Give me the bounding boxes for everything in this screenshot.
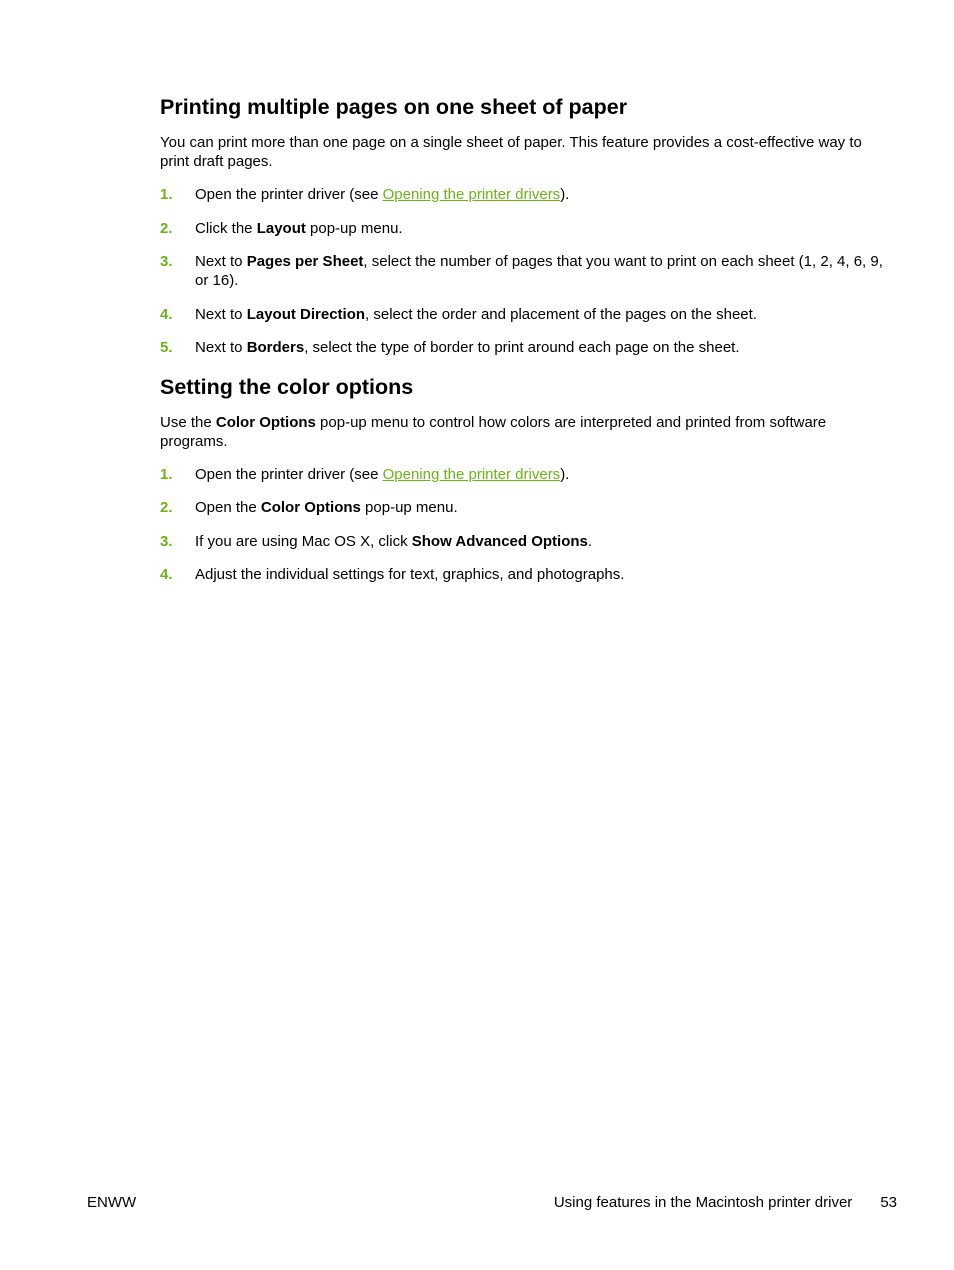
step-item bbox=[160, 498, 886, 517]
step-text: Open the printer driver (see bbox=[195, 465, 383, 483]
step-text: , select the number of pages that you want to print on each sheet (1, 2, 4, 6, 9, or 16). bbox=[195, 253, 883, 289]
opening-printer-drivers-link[interactable]: Opening the printer drivers bbox=[382, 465, 561, 483]
step-number: 3. bbox=[160, 532, 173, 550]
intro-bold-term: Color Options bbox=[215, 413, 316, 431]
step-bold-term: Layout bbox=[256, 219, 306, 237]
step-text: Next to bbox=[195, 253, 247, 270]
page-content bbox=[160, 92, 886, 599]
step-number: 2. bbox=[160, 499, 173, 516]
section-heading-color-options: Setting the color options bbox=[160, 374, 414, 399]
step-item bbox=[160, 465, 886, 484]
footer-locale-code: ENWW bbox=[87, 1194, 137, 1211]
step-text: Open the bbox=[195, 499, 261, 516]
page-number: 53 bbox=[880, 1194, 897, 1211]
section-heading-multiple-pages: Printing multiple pages on one sheet of paper bbox=[160, 95, 628, 119]
step-number: 4. bbox=[160, 566, 173, 583]
step-number: 1. bbox=[160, 186, 173, 203]
step-text: If you are using Mac OS X, click bbox=[195, 532, 412, 550]
step-bold-term: Pages per Sheet bbox=[246, 253, 364, 270]
step-text: pop-up menu. bbox=[305, 219, 403, 237]
step-item bbox=[160, 532, 886, 551]
step-text: Next to bbox=[195, 305, 247, 323]
step-item bbox=[160, 252, 886, 290]
step-text: Next to bbox=[195, 339, 247, 356]
step-number: 3. bbox=[160, 253, 173, 270]
step-text: Click the bbox=[195, 219, 257, 237]
step-item bbox=[160, 219, 886, 238]
step-text: ). bbox=[560, 465, 570, 483]
step-text: pop-up menu. bbox=[360, 499, 458, 516]
step-text: . bbox=[587, 532, 593, 550]
step-number: 1. bbox=[160, 465, 173, 483]
intro-text: Use the bbox=[160, 413, 216, 431]
section-intro: You can print more than one page on a single sheet of paper. This feature provides a cost-effective way to print draft pages. bbox=[160, 134, 862, 170]
step-item bbox=[160, 338, 886, 357]
step-text: , select the order and placement of the pages on the sheet. bbox=[365, 305, 757, 323]
steps-list-multiple-pages bbox=[160, 185, 886, 357]
opening-printer-drivers-link[interactable]: Opening the printer drivers bbox=[382, 186, 561, 203]
step-bold-term: Borders bbox=[246, 339, 305, 356]
footer-right bbox=[554, 1193, 897, 1212]
step-bold-term: Color Options bbox=[260, 499, 361, 516]
intro-text: pop-up menu to control how colors are interpreted and printed from software programs. bbox=[160, 413, 827, 450]
step-bold-term: Layout Direction bbox=[246, 305, 366, 323]
step-text: Adjust the individual settings for text, graphics, and photographs. bbox=[195, 566, 625, 583]
step-text: Open the printer driver (see bbox=[195, 186, 383, 203]
step-text: , select the type of border to print around each page on the sheet. bbox=[304, 339, 740, 356]
step-item bbox=[160, 565, 886, 584]
step-item bbox=[160, 305, 886, 324]
step-number: 4. bbox=[160, 305, 173, 323]
step-item bbox=[160, 185, 886, 204]
step-text: ). bbox=[560, 186, 570, 203]
step-number: 5. bbox=[160, 339, 173, 356]
step-bold-term: Show Advanced Options bbox=[411, 532, 588, 550]
step-number: 2. bbox=[160, 219, 173, 237]
section-intro bbox=[160, 413, 886, 451]
footer-chapter-title: Using features in the Macintosh printer driver bbox=[553, 1194, 853, 1211]
steps-list-color-options bbox=[160, 465, 886, 585]
